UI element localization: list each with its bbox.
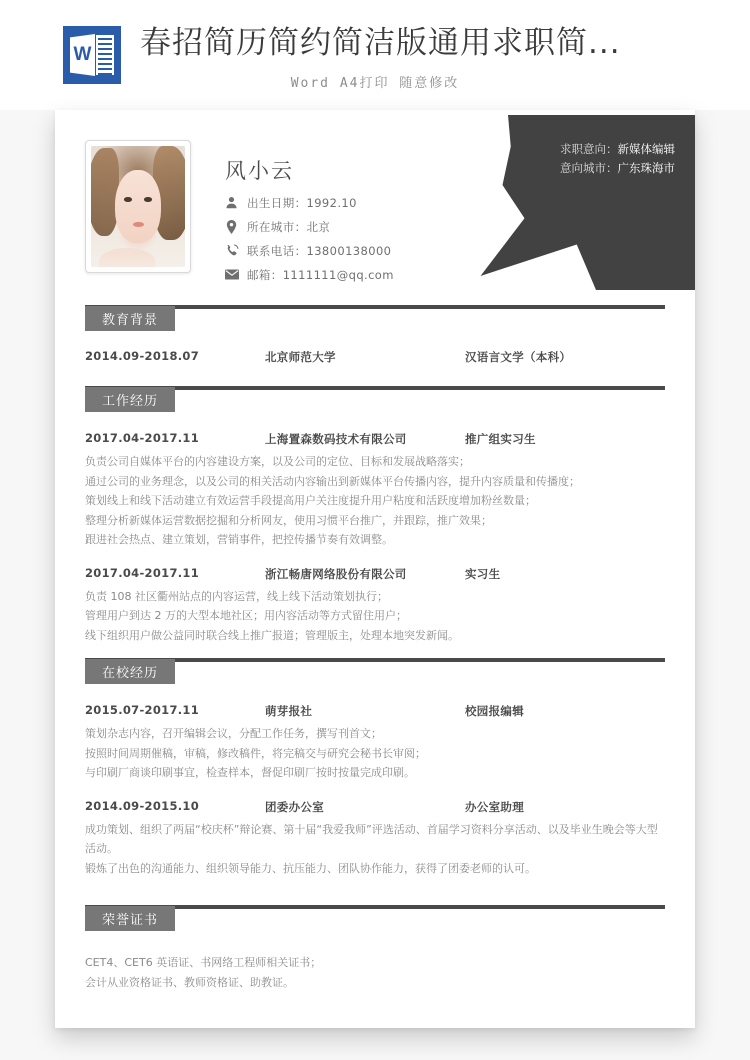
entry-date: 2015.07-2017.11 <box>85 703 200 717</box>
section-honors <box>85 905 665 992</box>
entry-line: 锻炼了出色的沟通能力、组织领导能力、抗压能力、团队协作能力，获得了团委老师的认可。 <box>85 861 536 875</box>
entry-organization: 北京师范大学 <box>265 350 336 364</box>
word-icon-document-lines <box>96 35 114 75</box>
document-subtitle: Word A4打印 随意修改 <box>290 76 460 91</box>
document-title: 春招简历简约简洁版通用求职简... <box>140 25 621 61</box>
objective-city-value: 广东珠海市 <box>617 161 675 175</box>
title-block <box>140 22 740 91</box>
entry-role: 汉语言文学（本科） <box>465 350 572 364</box>
entry-campus-1 <box>85 799 665 879</box>
entry-role: 实习生 <box>465 566 501 581</box>
entry-role: 办公室助理 <box>465 799 524 814</box>
contact-text-city: 所在城市：北京 <box>247 219 331 234</box>
section-header-campus <box>85 658 665 684</box>
entry-organization: 萌芽报社 <box>265 704 313 718</box>
location-pin-icon <box>225 219 247 234</box>
word-icon-letter: W <box>73 44 92 65</box>
envelope-icon <box>225 267 247 282</box>
entry-date: 2014.09-2015.10 <box>85 798 200 813</box>
section-work <box>85 386 665 645</box>
contact-text-birthdate: 出生日期：1992.10 <box>247 195 357 210</box>
entry-line: 线下组织用户做公益同时联合线上推广报道；管理版主，处理本地突发新闻。 <box>85 628 459 642</box>
entry-body <box>85 587 665 646</box>
contact-row-birthdate <box>225 192 394 213</box>
entry-date: 2017.04-2017.11 <box>85 431 200 445</box>
contact-list <box>225 192 394 288</box>
avatar <box>85 140 191 273</box>
objective-position-value: 新媒体编辑 <box>617 142 675 156</box>
entry-line: 管理用户到达 2 万的大型本地社区；用内容活动等方式留住用户； <box>85 609 407 622</box>
contact-text-phone: 联系电话：13800138000 <box>247 243 392 258</box>
entry-line: 成功策划、组织了两届“校庆杯”辩论赛、第十届“我爱我师”评选活动、首届学习资料分享活动、以及毕业生晚会等大型活动。 <box>85 822 658 855</box>
resume-page <box>55 110 695 1028</box>
entry-line: 负责 108 社区衢州站点的内容运营，线上线下活动策划执行； <box>85 589 388 603</box>
objective-text-block <box>530 140 675 178</box>
entry-line: 策划线上和线下活动建立有效运营手段提高用户关注度提升用户粘度和活跃度增加粉丝数量； <box>85 494 536 507</box>
entry-education-0 <box>85 349 665 365</box>
contact-text-email: 邮箱：1111111@qq.com <box>247 267 394 282</box>
person-icon <box>225 195 247 210</box>
section-header-work <box>85 386 665 412</box>
entry-line: 负责公司自媒体平台的内容建设方案，以及公司的定位、目标和发展战略落实； <box>85 455 470 468</box>
entry-header <box>85 703 665 719</box>
entry-header <box>85 799 665 815</box>
entry-body <box>85 452 665 550</box>
entry-body <box>85 820 665 879</box>
entry-organization: 浙江畅唐网络股份有限公司 <box>265 566 407 581</box>
portrait-photo <box>91 146 185 267</box>
word-icon <box>63 26 121 84</box>
entry-work-0 <box>85 431 665 550</box>
phone-icon <box>225 243 247 258</box>
entry-line: 按照时间周期催稿，审稿，修改稿件，将完稿交与研究会秘书长审阅； <box>85 746 426 760</box>
entry-organization: 上海置森数码技术有限公司 <box>265 432 407 446</box>
entry-date: 2017.04-2017.11 <box>85 565 200 580</box>
entry-line: 通过公司的业务理念，以及公司的相关活动内容输出到新媒体平台传播内容，提升内容质量和传播度； <box>85 474 580 488</box>
education-entries <box>85 349 665 365</box>
objective-city-label: 意向城市： <box>560 161 618 175</box>
objective-position-label: 求职意向： <box>560 142 618 156</box>
candidate-name: 风小云 <box>225 159 294 183</box>
section-education <box>85 305 665 370</box>
entry-line: 与印刷厂商谈印刷事宜，检查样本，督促印刷厂按时按量完成印刷。 <box>85 766 415 779</box>
contact-row-city <box>225 216 394 237</box>
section-campus <box>85 658 665 878</box>
objective-line-position <box>530 140 675 159</box>
section-title-honors: 荣誉证书 <box>85 906 175 931</box>
section-header-honors <box>85 905 665 931</box>
entry-line: 跟进社会热点、建立策划，营销事件，把控传播节奏有效调整。 <box>85 533 393 546</box>
entry-line: 策划杂志内容，召开编辑会议，分配工作任务，撰写刊首文； <box>85 727 382 740</box>
entry-header <box>85 431 665 447</box>
section-header-education <box>85 305 665 331</box>
contact-row-phone <box>225 240 394 261</box>
entry-line: 整理分析新媒体运营数据挖掘和分析网友，使用习惯平台推广，并跟踪，推广效果； <box>85 513 492 527</box>
entry-line: 会计从业资格证书、教师资格证、助教证。 <box>85 975 294 989</box>
entry-header <box>85 566 665 582</box>
entry-honors-0 <box>85 953 665 992</box>
section-title-work: 工作经历 <box>85 387 175 412</box>
app-header-bar <box>0 0 750 110</box>
entry-date: 2014.09-2018.07 <box>85 349 200 363</box>
entry-role: 校园报编辑 <box>465 704 524 718</box>
entry-work-1 <box>85 566 665 646</box>
entry-header <box>85 349 665 365</box>
entry-line: CET4、CET6 英语证、书网络工程师相关证书； <box>85 956 322 969</box>
contact-row-email <box>225 264 394 285</box>
section-title-education: 教育背景 <box>85 306 175 331</box>
section-title-campus: 在校经历 <box>85 659 175 684</box>
entry-role: 推广组实习生 <box>465 432 536 446</box>
entry-body <box>85 724 665 783</box>
entry-campus-0 <box>85 703 665 783</box>
entry-organization: 团委办公室 <box>265 799 324 814</box>
objective-line-city <box>530 159 675 178</box>
